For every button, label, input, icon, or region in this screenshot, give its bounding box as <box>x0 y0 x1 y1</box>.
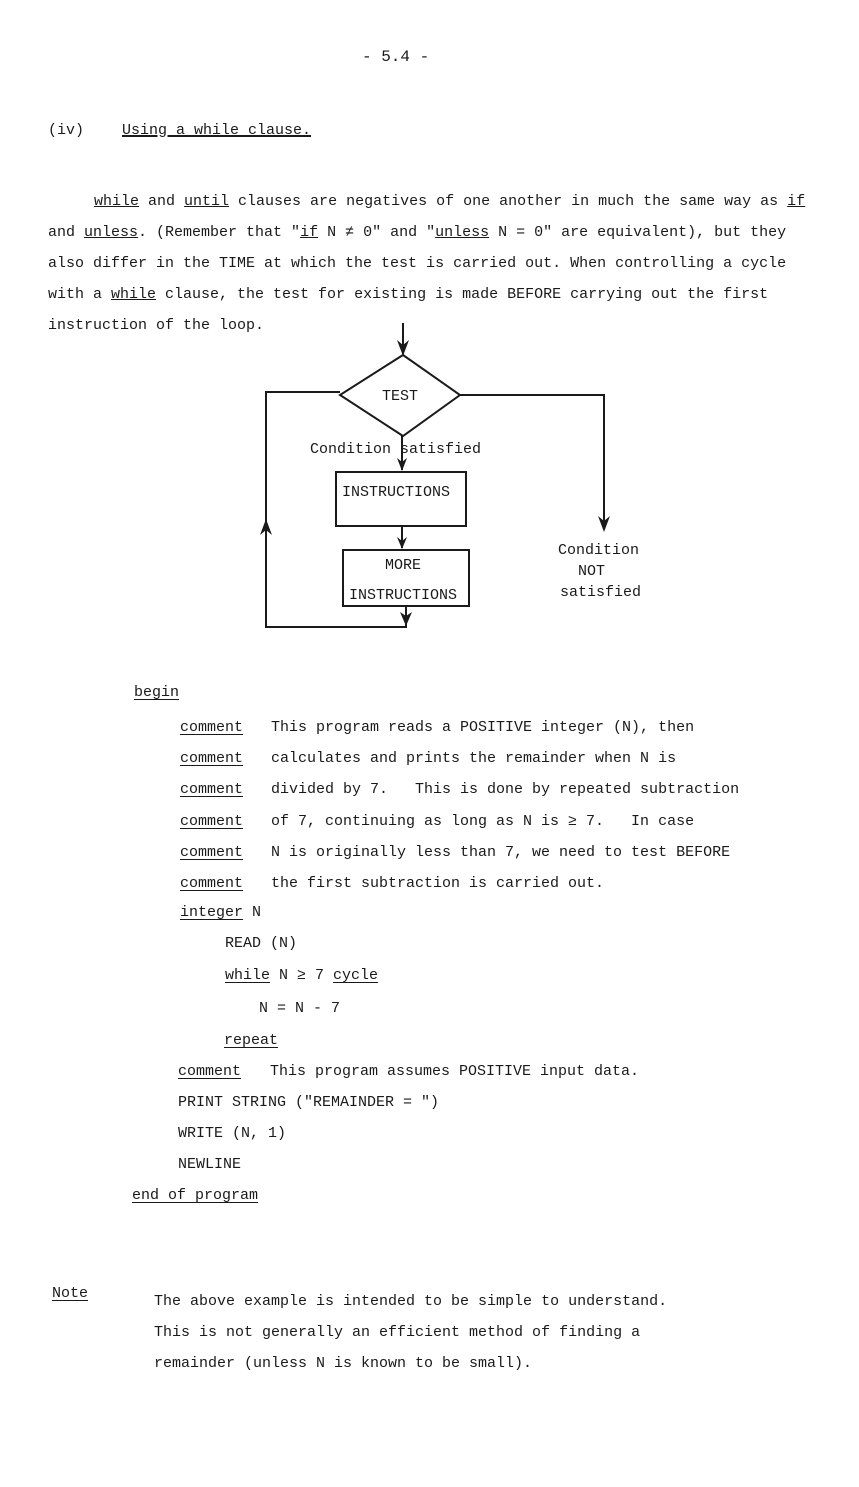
comment-text: divided by 7. This is done by repeated subtraction <box>271 781 740 798</box>
section-label: (iv) <box>48 122 85 139</box>
text: N ≠ 0" and " <box>318 224 436 241</box>
integer-keyword: integer <box>180 904 244 921</box>
text: N = 0" are equivalent), but they <box>489 224 787 241</box>
while-condition: N ≥ 7 <box>270 967 334 984</box>
comment-line <box>180 875 243 892</box>
comment-keyword: comment <box>180 844 244 861</box>
cycle-keyword: cycle <box>333 967 379 984</box>
condition-not-label: Condition <box>558 542 640 559</box>
section-title: Using a while clause. <box>122 122 312 139</box>
para-line-5: instruction of the loop. <box>48 317 265 334</box>
comment-keyword: comment <box>180 781 244 798</box>
comment-keyword: comment <box>180 750 244 767</box>
instructions-label: INSTRUCTIONS <box>342 484 451 501</box>
keyword-while: while <box>94 193 140 210</box>
comment-line <box>180 750 243 767</box>
satisfied-label: satisfied <box>560 584 642 601</box>
newline-statement: NEWLINE <box>178 1156 242 1173</box>
while-statement <box>225 967 378 984</box>
comment-keyword: comment <box>180 719 244 736</box>
more-label: MORE <box>385 557 422 574</box>
keyword-until: until <box>184 193 230 210</box>
text: and <box>139 193 185 210</box>
comment-line <box>180 844 243 861</box>
note-label: Note <box>52 1285 89 1302</box>
integer-var: N <box>243 904 262 921</box>
keyword-if: if <box>300 224 319 241</box>
begin-keyword: begin <box>134 684 180 701</box>
note-line-1: The above example is intended to be simple to understand. <box>154 1293 668 1310</box>
final-comment-line <box>178 1063 241 1080</box>
print-statement: PRINT STRING ("REMAINDER = ") <box>178 1094 440 1111</box>
comment-text: of 7, continuing as long as N is ≥ 7. In case <box>271 813 695 830</box>
text: clauses are negatives of one another in much the same way as <box>229 193 788 210</box>
keyword-unless: unless <box>84 224 139 241</box>
text: . (Remember that " <box>138 224 301 241</box>
para-line-3: also differ in the TIME at which the test is carried out. When controlling a cycle <box>48 255 787 272</box>
comment-keyword: comment <box>180 813 244 830</box>
comment-line <box>180 719 243 736</box>
page-number: - 5.4 - <box>362 48 430 66</box>
test-label: TEST <box>382 388 419 405</box>
final-comment-text: This program assumes POSITIVE input data. <box>270 1063 640 1080</box>
keyword-unless: unless <box>435 224 490 241</box>
note-line-3: remainder (unless N is known to be small). <box>154 1355 533 1372</box>
more-instructions-label: INSTRUCTIONS <box>349 587 458 604</box>
keyword-if: if <box>787 193 806 210</box>
comment-line <box>180 813 243 830</box>
exit-line <box>460 395 604 528</box>
keyword-while: while <box>111 286 157 303</box>
integer-declaration <box>180 904 261 921</box>
comment-keyword: comment <box>180 875 244 892</box>
read-statement: READ (N) <box>225 935 298 952</box>
not-label: NOT <box>578 563 606 580</box>
comment-text: This program reads a POSITIVE integer (N), then <box>271 719 695 736</box>
text: and <box>48 224 85 241</box>
comment-text: the first subtraction is carried out. <box>271 875 605 892</box>
comment-line <box>180 781 243 798</box>
while-keyword: while <box>225 967 271 984</box>
comment-text: calculates and prints the remainder when N is <box>271 750 677 767</box>
comment-keyword: comment <box>178 1063 242 1080</box>
note-line-2: This is not generally an efficient method of finding a <box>154 1324 641 1341</box>
comment-text: N is originally less than 7, we need to test BEFORE <box>271 844 731 861</box>
condition-satisfied-label: Condition satisfied <box>310 441 482 458</box>
end-of-program-keyword: end of program <box>132 1187 259 1204</box>
flowchart <box>0 0 859 660</box>
text: clause, the test for existing is made BEFORE carrying out the first <box>156 286 769 303</box>
repeat-keyword: repeat <box>224 1032 279 1049</box>
text: with a <box>48 286 112 303</box>
write-statement: WRITE (N, 1) <box>178 1125 287 1142</box>
assign-statement: N = N - 7 <box>259 1000 341 1017</box>
